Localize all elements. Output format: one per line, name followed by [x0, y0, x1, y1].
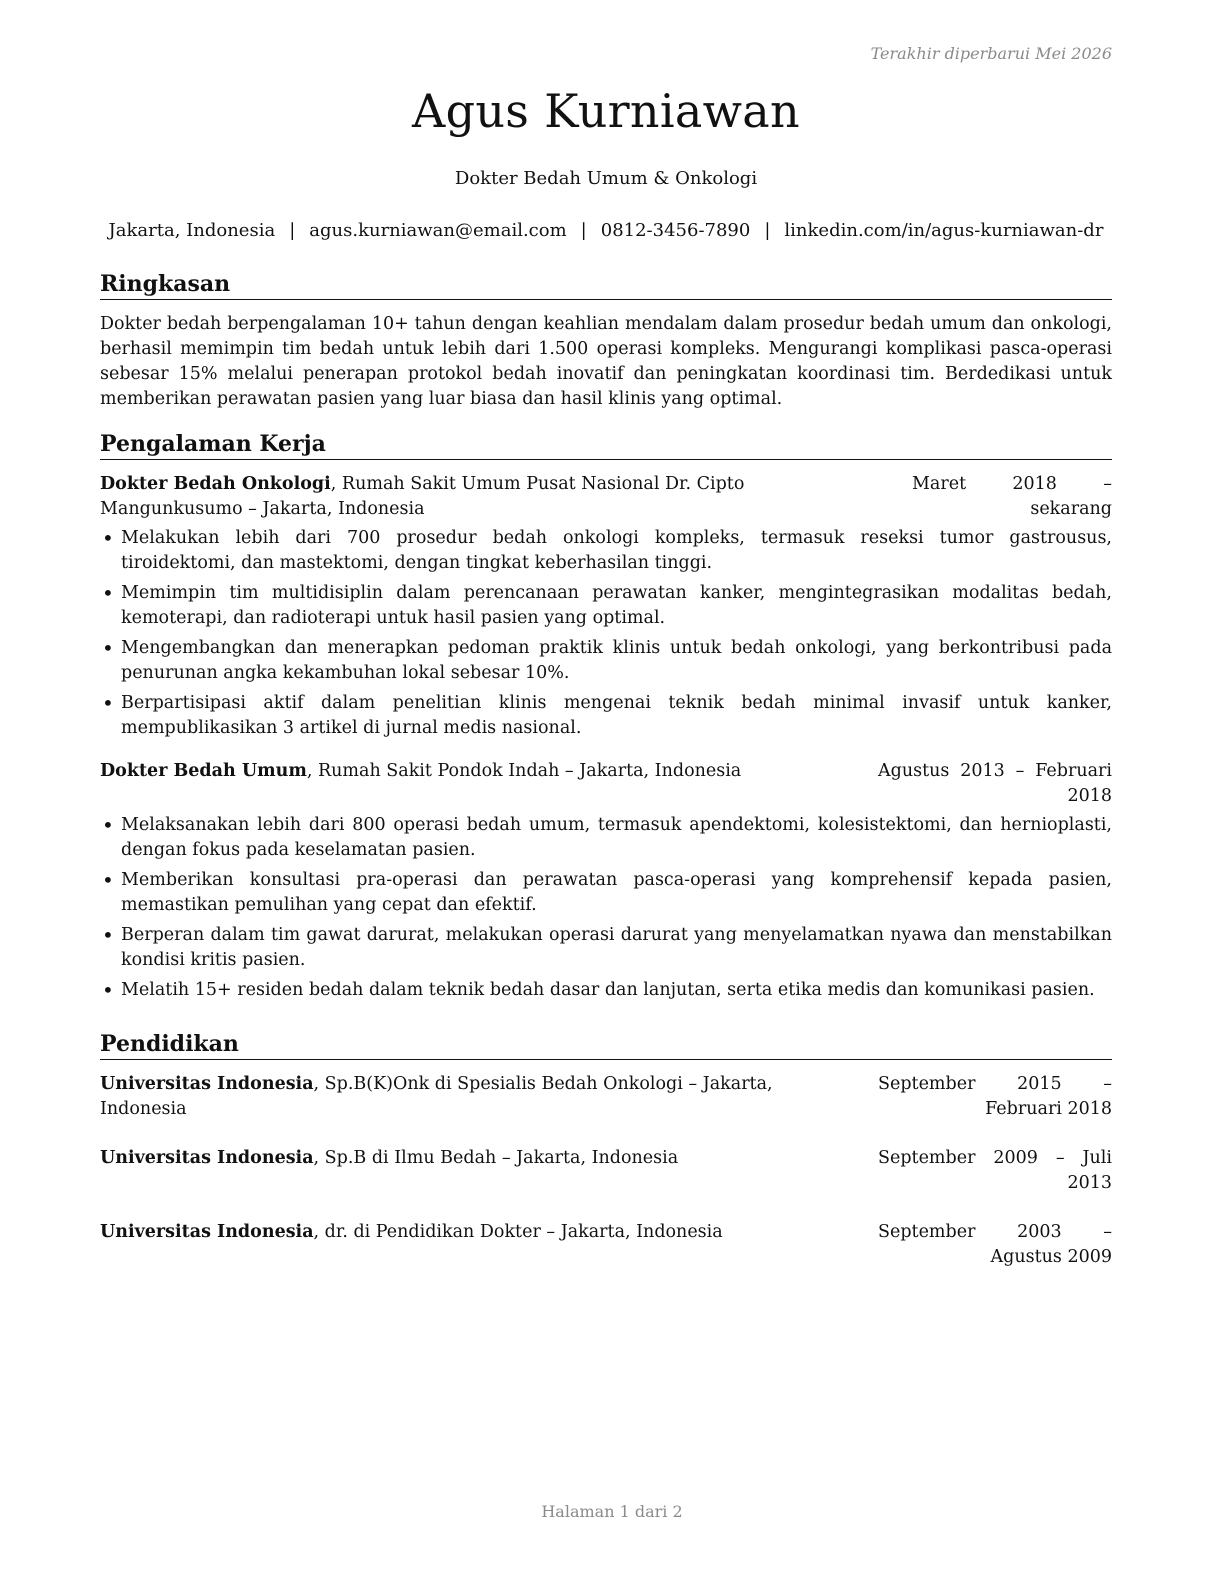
education-entry — [100, 1220, 1112, 1270]
experience-section — [100, 430, 1112, 1008]
job-org: , Rumah Sakit Pondok Indah – Jakarta, Indonesia — [306, 761, 742, 781]
job-bullet: • Berperan dalam tim gawat darurat, melakukan operasi darurat yang menyelamatkan nyawa dan menstabilkan kondisi kritis pasien. — [100, 923, 1112, 973]
job-entry — [100, 759, 1112, 1003]
job-title-line — [100, 472, 912, 522]
education-detail: , Sp.B(K)Onk di Spesialis Bedah Onkologi – Jakarta, Indonesia — [100, 1074, 773, 1119]
contact-separator: | — [580, 220, 587, 241]
job-entry — [100, 472, 1112, 741]
education-school: Universitas Indonesia — [100, 1148, 314, 1168]
page-number: Halaman 1 dari 2 — [541, 1502, 683, 1521]
job-bullet: • Memberikan konsultasi pra-operasi dan perawatan pasca-operasi yang komprehensif kepada pasien, memastikan pemulihan yang cepat dan efektif. — [100, 868, 1112, 918]
contact-line — [100, 220, 1112, 241]
contact-separator: | — [764, 220, 771, 241]
contact-email[interactable]: agus.kurniawan@email.com — [309, 220, 567, 241]
contact-linkedin[interactable]: linkedin.com/in/agus-kurniawan-dr — [784, 220, 1104, 241]
education-detail: , Sp.B di Ilmu Bedah – Jakarta, Indonesia — [313, 1148, 679, 1168]
job-role: Dokter Bedah Onkologi — [100, 474, 331, 494]
candidate-title: Dokter Bedah Umum & Onkologi — [454, 168, 758, 189]
job-header — [100, 759, 1112, 809]
job-dates: Maret 2018 – sekarang — [912, 474, 1112, 519]
education-dates: September 2003 – Agustus 2009 — [878, 1222, 1112, 1267]
education-line — [100, 1072, 878, 1122]
job-dates: Agustus 2013 – Februari 2018 — [878, 761, 1112, 806]
education-school: Universitas Indonesia — [100, 1074, 314, 1094]
contact-phone: 0812-3456-7890 — [600, 220, 751, 241]
job-bullet: • Melatih 15+ residen bedah dalam teknik bedah dasar dan lanjutan, serta etika medis dan komunikasi pasien. — [100, 978, 1112, 1003]
summary-heading: Ringkasan — [100, 270, 1112, 300]
job-bullet: • Mengembangkan dan menerapkan pedoman praktik klinis untuk bedah onkologi, yang berkontribusi pada penurunan angka kekambuhan lokal sebesar 10%. — [100, 636, 1112, 686]
job-bullet: • Memimpin tim multidisiplin dalam perencanaan perawatan kanker, mengintegrasikan modalitas bedah, kemoterapi, dan radioterapi untuk hasil pasien yang optimal. — [100, 581, 1112, 631]
education-dates: September 2015 – Februari 2018 — [878, 1074, 1112, 1119]
contact-separator: | — [289, 220, 296, 241]
education-line — [100, 1146, 878, 1196]
job-title-line — [100, 759, 878, 809]
summary-text: Dokter bedah berpengalaman 10+ tahun dengan keahlian mendalam dalam prosedur bedah umum dan onkologi, berhasil memimpin tim bedah untuk lebih dari 1.500 operasi kompleks. Mengurangi komplikasi pasca-operasi sebesar 15% melalui penerapan protokol bedah inovatif dan peningkatan koordinasi tim. Berdedikasi untuk memberikan perawatan pasien yang luar biasa dan hasil klinis yang optimal. — [100, 314, 1112, 409]
education-heading: Pendidikan — [100, 1030, 1112, 1060]
education-entry — [100, 1146, 1112, 1196]
job-bullets — [100, 526, 1112, 741]
education-entry — [100, 1072, 1112, 1122]
job-bullet: • Berpartisipasi aktif dalam penelitian klinis mengenai teknik bedah minimal invasif untuk kanker, mempublikasikan 3 artikel di jurnal medis nasional. — [100, 691, 1112, 741]
last-updated: Terakhir diperbarui Mei 2026 — [870, 44, 1112, 63]
education-section — [100, 1030, 1112, 1270]
job-role: Dokter Bedah Umum — [100, 761, 307, 781]
education-line — [100, 1220, 878, 1270]
job-org: , Rumah Sakit Umum Pusat Nasional Dr. Cipto Mangunkusumo – Jakarta, Indonesia — [100, 474, 745, 519]
job-bullet: • Melakukan lebih dari 700 prosedur bedah onkologi kompleks, termasuk reseksi tumor gastrousus, tiroidektomi, dan mastektomi, dengan tingkat keberhasilan tinggi. — [100, 526, 1112, 576]
education-header — [100, 1146, 1112, 1196]
summary-section — [100, 270, 1112, 412]
education-header — [100, 1072, 1112, 1122]
candidate-name: Agus Kurniawan — [412, 84, 800, 138]
job-bullet: • Melaksanakan lebih dari 800 operasi bedah umum, termasuk apendektomi, kolesistektomi, dan hernioplasti, dengan fokus pada keselamatan pasien. — [100, 813, 1112, 863]
job-header — [100, 472, 1112, 522]
education-dates: September 2009 – Juli 2013 — [878, 1148, 1112, 1193]
education-detail: , dr. di Pendidikan Dokter – Jakarta, Indonesia — [313, 1222, 723, 1242]
experience-heading: Pengalaman Kerja — [100, 430, 1112, 460]
education-header — [100, 1220, 1112, 1270]
education-school: Universitas Indonesia — [100, 1222, 314, 1242]
job-bullets — [100, 813, 1112, 1003]
contact-location: Jakarta, Indonesia — [108, 220, 276, 241]
